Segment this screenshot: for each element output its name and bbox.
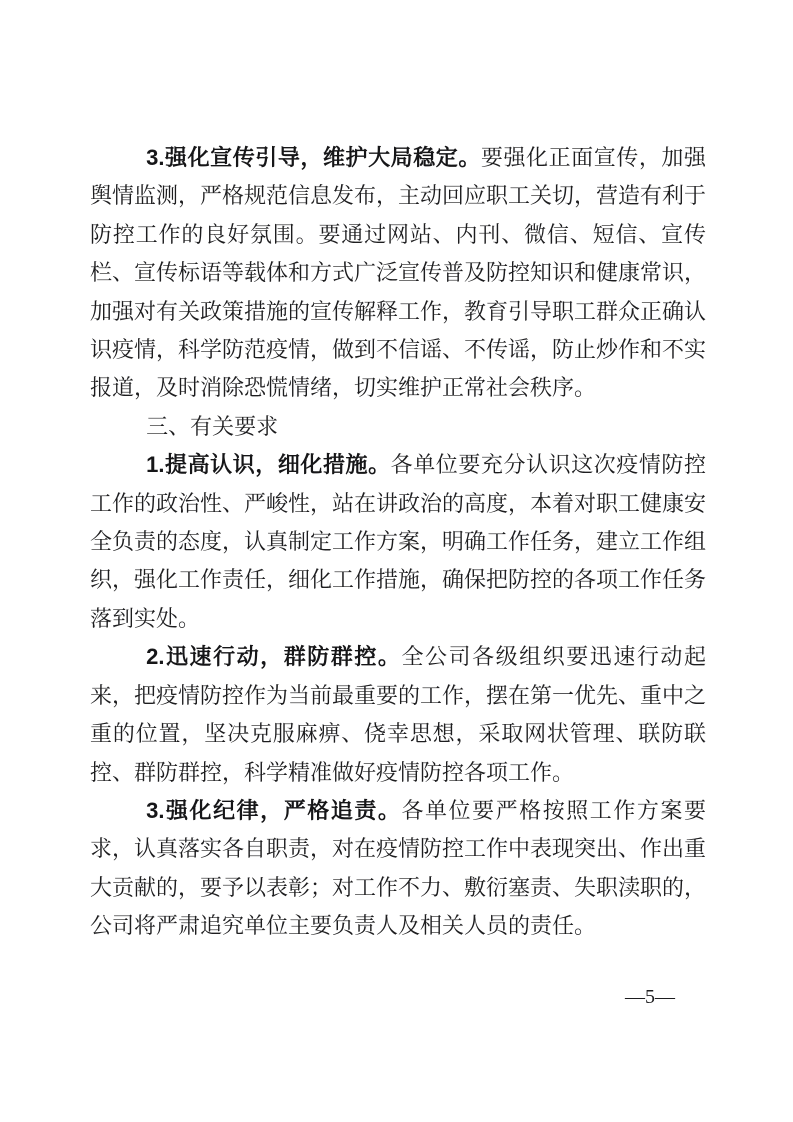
- paragraph: [90, 139, 706, 408]
- paragraph-lead-bold: 1.提高认识，细化措施。: [146, 452, 391, 478]
- paragraph-lead-bold: 3.强化纪律，严格追责。: [146, 797, 402, 823]
- paragraph-text: 要强化正面宣传，加强舆情监测，严格规范信息发布，主动回应职工关切，营造有利于防控工作的良好氛围。要通过网站、内刊、微信、短信、宣传栏、宣传标语等载体和方式广泛宣传普及防控知识和健康常识，加强对有关政策措施的宣传解释工作，教育引导职工群众正确认识疫情，科学防范疫情，做到不信谣、不传谣，防止炒作和不实报道，及时消除恐慌情绪，切实维护正常社会秩序。: [90, 145, 707, 401]
- page-number: —5—: [625, 986, 675, 1008]
- section-heading: [90, 408, 706, 446]
- document-body-text: [90, 139, 706, 946]
- paragraph-lead-bold: 3.强化宣传引导，维护大局稳定。: [146, 145, 481, 170]
- paragraph-text: 各单位要严格按照工作方案要求，认真落实各自职责，对在疫情防控工作中表现突出、作出重大贡献的，要予以表彰；对工作不力、敷衍塞责、失职渎职的，公司将严肃追究单位主要负责人及相关人员的责任。: [90, 797, 707, 939]
- section-heading-text: 三、有关要求: [146, 413, 279, 439]
- paragraph-text: 全公司各级组织要迅速行动起来，把疫情防控作为当前最重要的工作，摆在第一优先、重中之重的位置，坚决克服麻痹、侥幸思想，采取网状管理、联防联控、群防群控，科学精准做好疫情防控各项工作。: [90, 644, 707, 785]
- paragraph-text: 各单位要充分认识这次疫情防控工作的政治性、严峻性，站在讲政治的高度，本着对职工健康安全负责的态度，认真制定工作方案，明确工作任务，建立工作组织，强化工作责任，细化工作措施，确保把防控的各项工作任务落到实处。: [90, 452, 707, 631]
- paragraph-lead-bold: 2.迅速行动，群防群控。: [146, 644, 402, 670]
- paragraph: [90, 638, 706, 792]
- paragraph: [90, 792, 706, 946]
- paragraph: [90, 446, 706, 638]
